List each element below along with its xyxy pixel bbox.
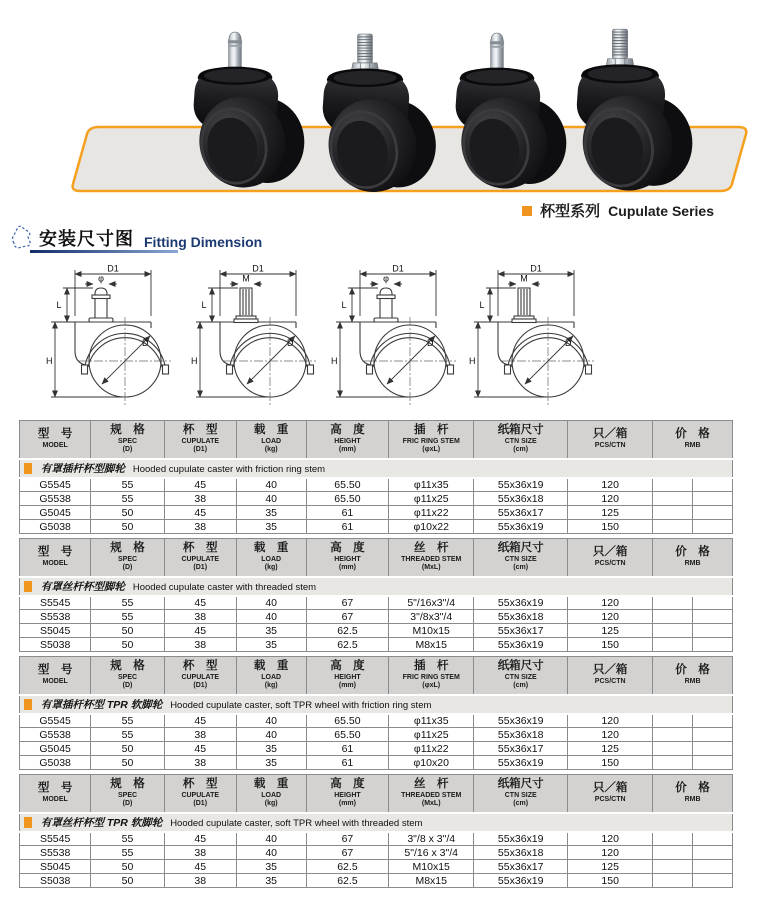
- fitting-drawings: [0, 258, 760, 422]
- spec-cell: [653, 714, 693, 728]
- spec-cell: 120: [568, 714, 653, 728]
- spec-cell: 55x36x18: [474, 492, 568, 506]
- spec-cell: [693, 874, 733, 888]
- spec-row: [20, 756, 733, 770]
- drawing-friction-1: [46, 264, 171, 408]
- spec-cell: 55: [91, 846, 164, 860]
- spec-cell: S5038: [20, 874, 91, 888]
- section-row: [20, 695, 733, 714]
- spec-cell: 150: [568, 874, 653, 888]
- spec-cell: 62.5: [306, 874, 389, 888]
- section-label-cn: 有罩丝杆杯型脚轮: [40, 580, 125, 593]
- col-header: 只／箱 PCS/CTN: [568, 775, 653, 813]
- spec-cell: 55x36x19: [474, 874, 568, 888]
- spec-cell: 45: [164, 860, 236, 874]
- spec-cell: [693, 728, 733, 742]
- fitting-dimension-heading: [8, 223, 262, 251]
- spec-cell: G5038: [20, 520, 91, 534]
- spec-table-2: [19, 538, 733, 652]
- spec-cell: 55: [91, 610, 164, 624]
- spec-cell: S5538: [20, 610, 91, 624]
- spec-cell: 150: [568, 520, 653, 534]
- spec-cell: 38: [164, 728, 236, 742]
- spec-cell: 55x36x17: [474, 506, 568, 520]
- spec-cell: 125: [568, 506, 653, 520]
- spec-cell: 50: [91, 506, 164, 520]
- spec-cell: 45: [164, 596, 236, 610]
- spec-cell: [693, 756, 733, 770]
- spec-cell: 35: [236, 638, 306, 652]
- spec-cell: 61: [306, 756, 389, 770]
- spec-cell: 40: [236, 846, 306, 860]
- svg-text:L: L: [56, 300, 62, 310]
- col-header: 价 格 RMB: [653, 421, 733, 459]
- spec-cell: φ11x35: [389, 714, 474, 728]
- drawing-friction-2: [331, 264, 456, 408]
- col-header: 只／箱 PCS/CTN: [568, 657, 653, 695]
- spec-cell: 35: [236, 506, 306, 520]
- spec-cell: [693, 638, 733, 652]
- spec-row: [20, 624, 733, 638]
- spec-cell: [653, 874, 693, 888]
- spec-row: [20, 506, 733, 520]
- section-bullet-bar-icon: [24, 699, 32, 710]
- table-header-row: [20, 539, 733, 577]
- spec-cell: 55: [91, 832, 164, 846]
- spec-cell: [693, 478, 733, 492]
- svg-text:D: D: [142, 338, 149, 348]
- section-row: [20, 813, 733, 832]
- spec-cell: 50: [91, 756, 164, 770]
- spec-cell: 35: [236, 860, 306, 874]
- spec-cell: φ10x22: [389, 520, 474, 534]
- spec-cell: G5538: [20, 728, 91, 742]
- svg-text:M: M: [242, 273, 250, 284]
- spec-cell: M8x15: [389, 874, 474, 888]
- spec-cell: [653, 478, 693, 492]
- col-header: 载 重 LOAD (kg): [236, 539, 306, 577]
- col-header: 型 号 MODEL: [20, 421, 91, 459]
- spec-cell: 62.5: [306, 860, 389, 874]
- spec-cell: 55x36x19: [474, 832, 568, 846]
- spec-cell: 3"/8 x 3"/4: [389, 832, 474, 846]
- section-label: [20, 459, 733, 478]
- spec-cell: [693, 520, 733, 534]
- section-row: [20, 577, 733, 596]
- spec-cell: 120: [568, 728, 653, 742]
- spec-cell: 40: [236, 478, 306, 492]
- spec-cell: 120: [568, 492, 653, 506]
- spec-cell: S5045: [20, 624, 91, 638]
- spec-row: [20, 638, 733, 652]
- col-header: 纸箱尺寸 CTN SIZE (cm): [474, 657, 568, 695]
- series-title: [522, 200, 714, 221]
- spec-cell: 38: [164, 638, 236, 652]
- spec-cell: 35: [236, 742, 306, 756]
- spec-cell: [693, 596, 733, 610]
- section-label: [20, 577, 733, 596]
- spec-cell: φ11x22: [389, 506, 474, 520]
- spec-cell: [653, 832, 693, 846]
- svg-text:D: D: [287, 338, 294, 348]
- spec-cell: 40: [236, 832, 306, 846]
- svg-text:D1: D1: [530, 263, 542, 274]
- svg-text:D1: D1: [107, 263, 119, 274]
- svg-text:H: H: [46, 356, 53, 366]
- spec-cell: 38: [164, 520, 236, 534]
- drawing-threaded-2: [469, 264, 594, 408]
- spec-cell: 40: [236, 596, 306, 610]
- spec-cell: 62.5: [306, 624, 389, 638]
- spec-cell: 67: [306, 846, 389, 860]
- spec-cell: φ11x22: [389, 742, 474, 756]
- spec-cell: M10x15: [389, 860, 474, 874]
- spec-cell: φ10x20: [389, 756, 474, 770]
- spec-cell: [693, 610, 733, 624]
- spec-cell: [653, 492, 693, 506]
- spec-cell: [653, 624, 693, 638]
- svg-text:M: M: [520, 273, 528, 284]
- spec-row: [20, 714, 733, 728]
- table-header-row: [20, 657, 733, 695]
- col-header: 插 杆 FRIC RING STEM (φxL): [389, 421, 474, 459]
- spec-cell: 55x36x19: [474, 714, 568, 728]
- spec-cell: 38: [164, 874, 236, 888]
- spec-cell: 40: [236, 714, 306, 728]
- spec-cell: [653, 520, 693, 534]
- fitting-heading-en: Fitting Dimension: [144, 234, 263, 250]
- spec-cell: 55x36x19: [474, 596, 568, 610]
- series-title-en: Cupulate Series: [608, 202, 714, 219]
- series-bullet-icon: [522, 206, 532, 216]
- spec-cell: [693, 860, 733, 874]
- spec-cell: G5538: [20, 492, 91, 506]
- section-label-en: Hooded cupulate caster with threaded stem: [132, 581, 317, 593]
- spec-cell: [653, 756, 693, 770]
- svg-text:L: L: [341, 300, 347, 310]
- col-header: 纸箱尺寸 CTN SIZE (cm): [474, 775, 568, 813]
- spec-cell: 120: [568, 610, 653, 624]
- col-header: 规 格 SPEC (D): [91, 657, 164, 695]
- spec-row: [20, 478, 733, 492]
- spec-cell: [653, 638, 693, 652]
- col-header: 杯 型 CUPULATE (D1): [164, 657, 236, 695]
- spec-cell: 61: [306, 742, 389, 756]
- spec-row: [20, 610, 733, 624]
- col-header: 型 号 MODEL: [20, 539, 91, 577]
- spec-cell: 45: [164, 832, 236, 846]
- spec-cell: 65.50: [306, 728, 389, 742]
- spec-cell: 150: [568, 638, 653, 652]
- spec-cell: [653, 860, 693, 874]
- col-header: 价 格 RMB: [653, 775, 733, 813]
- spec-cell: 45: [164, 714, 236, 728]
- spec-cell: 45: [164, 478, 236, 492]
- section-label-cn: 有罩丝杆杯型 TPR 软脚轮: [40, 816, 163, 829]
- section-bullet-bar-icon: [24, 581, 32, 592]
- spec-cell: [653, 846, 693, 860]
- col-header: 高 度 HEIGHT (mm): [306, 421, 389, 459]
- spec-cell: [653, 506, 693, 520]
- spec-cell: φ11x25: [389, 492, 474, 506]
- spec-cell: 55x36x18: [474, 728, 568, 742]
- svg-text:H: H: [331, 356, 338, 366]
- spec-tables: [19, 420, 733, 892]
- spec-table-3: [19, 656, 733, 770]
- spec-row: [20, 728, 733, 742]
- col-header: 只／箱 PCS/CTN: [568, 421, 653, 459]
- spec-cell: S5545: [20, 596, 91, 610]
- spec-cell: 55: [91, 478, 164, 492]
- spec-cell: 67: [306, 596, 389, 610]
- col-header: 丝 杆 THREADED STEM (MxL): [389, 539, 474, 577]
- spec-cell: 125: [568, 860, 653, 874]
- section-label-en: Hooded cupulate caster with friction ring stem: [132, 463, 326, 475]
- spec-cell: [653, 596, 693, 610]
- spec-cell: 35: [236, 874, 306, 888]
- section-label: [20, 695, 733, 714]
- col-header: 价 格 RMB: [653, 657, 733, 695]
- spec-table-4: [19, 774, 733, 888]
- spec-row: [20, 846, 733, 860]
- col-header: 杯 型 CUPULATE (D1): [164, 539, 236, 577]
- col-header: 规 格 SPEC (D): [91, 775, 164, 813]
- col-header: 高 度 HEIGHT (mm): [306, 775, 389, 813]
- spec-cell: 45: [164, 624, 236, 638]
- svg-text:L: L: [201, 300, 207, 310]
- col-header: 杯 型 CUPULATE (D1): [164, 421, 236, 459]
- spec-cell: 35: [236, 520, 306, 534]
- drawing-threaded-1: [191, 264, 316, 408]
- spec-cell: 55x36x17: [474, 742, 568, 756]
- spec-cell: 38: [164, 756, 236, 770]
- section-label-cn: 有罩插杆杯型脚轮: [40, 462, 125, 475]
- spec-cell: 55: [91, 728, 164, 742]
- fitting-dimension-icon: [8, 223, 34, 251]
- spec-cell: [653, 742, 693, 756]
- spec-cell: 61: [306, 520, 389, 534]
- spec-cell: G5545: [20, 714, 91, 728]
- spec-table-1: [19, 420, 733, 534]
- col-header: 高 度 HEIGHT (mm): [306, 539, 389, 577]
- section-bullet-bar-icon: [24, 817, 32, 828]
- spec-cell: 40: [236, 492, 306, 506]
- spec-cell: 55x36x19: [474, 478, 568, 492]
- col-header: 高 度 HEIGHT (mm): [306, 657, 389, 695]
- spec-cell: G5038: [20, 756, 91, 770]
- heading-underline: [30, 250, 178, 253]
- col-header: 载 重 LOAD (kg): [236, 775, 306, 813]
- col-header: 型 号 MODEL: [20, 657, 91, 695]
- spec-cell: S5045: [20, 860, 91, 874]
- col-header: 插 杆 FRIC RING STEM (φxL): [389, 657, 474, 695]
- spec-cell: 40: [236, 610, 306, 624]
- spec-cell: 50: [91, 860, 164, 874]
- spec-row: [20, 742, 733, 756]
- spec-cell: 67: [306, 832, 389, 846]
- spec-cell: S5538: [20, 846, 91, 860]
- spec-cell: 55x36x17: [474, 624, 568, 638]
- spec-cell: [693, 832, 733, 846]
- spec-row: [20, 832, 733, 846]
- section-label-en: Hooded cupulate caster, soft TPR wheel with friction ring stem: [170, 699, 432, 711]
- spec-cell: 38: [164, 492, 236, 506]
- spec-cell: 5"/16x3"/4: [389, 596, 474, 610]
- spec-cell: 5"/16 x 3"/4: [389, 846, 474, 860]
- spec-cell: [693, 846, 733, 860]
- col-header: 规 格 SPEC (D): [91, 539, 164, 577]
- svg-text:φ: φ: [98, 273, 104, 284]
- spec-row: [20, 492, 733, 506]
- col-header: 纸箱尺寸 CTN SIZE (cm): [474, 539, 568, 577]
- spec-cell: G5545: [20, 478, 91, 492]
- spec-cell: M8x15: [389, 638, 474, 652]
- spec-cell: M10x15: [389, 624, 474, 638]
- spec-row: [20, 596, 733, 610]
- spec-cell: G5045: [20, 742, 91, 756]
- spec-cell: 50: [91, 742, 164, 756]
- spec-cell: 35: [236, 756, 306, 770]
- spec-cell: 55x36x17: [474, 860, 568, 874]
- spec-cell: S5038: [20, 638, 91, 652]
- spec-cell: 120: [568, 596, 653, 610]
- col-header: 载 重 LOAD (kg): [236, 657, 306, 695]
- svg-text:D1: D1: [252, 263, 264, 274]
- spec-cell: [693, 492, 733, 506]
- spec-cell: 45: [164, 506, 236, 520]
- spec-cell: [693, 506, 733, 520]
- spec-cell: S5545: [20, 832, 91, 846]
- spec-cell: 38: [164, 610, 236, 624]
- section-label-cn: 有罩插杆杯型 TPR 软脚轮: [40, 698, 163, 711]
- spec-row: [20, 860, 733, 874]
- table-header-row: [20, 421, 733, 459]
- spec-cell: 50: [91, 874, 164, 888]
- spec-cell: 125: [568, 624, 653, 638]
- spec-cell: 55x36x18: [474, 610, 568, 624]
- fitting-heading-cn: 安装尺寸图: [39, 229, 134, 250]
- spec-cell: φ11x35: [389, 478, 474, 492]
- spec-cell: 55x36x19: [474, 520, 568, 534]
- spec-cell: G5045: [20, 506, 91, 520]
- spec-cell: 67: [306, 610, 389, 624]
- spec-row: [20, 874, 733, 888]
- spec-cell: 120: [568, 832, 653, 846]
- col-header: 型 号 MODEL: [20, 775, 91, 813]
- spec-cell: 62.5: [306, 638, 389, 652]
- svg-text:φ: φ: [383, 273, 389, 284]
- hero-banner: [0, 0, 760, 200]
- section-label: [20, 813, 733, 832]
- table-header-row: [20, 775, 733, 813]
- svg-text:D: D: [565, 338, 572, 348]
- spec-cell: 55x36x19: [474, 638, 568, 652]
- svg-text:H: H: [469, 356, 476, 366]
- spec-cell: 65.50: [306, 714, 389, 728]
- spec-cell: 45: [164, 742, 236, 756]
- spec-cell: [653, 610, 693, 624]
- col-header: 规 格 SPEC (D): [91, 421, 164, 459]
- series-title-cn: 杯型系列: [540, 203, 601, 220]
- spec-cell: [693, 714, 733, 728]
- spec-cell: [693, 742, 733, 756]
- spec-cell: 55x36x19: [474, 756, 568, 770]
- svg-text:L: L: [479, 300, 485, 310]
- col-header: 杯 型 CUPULATE (D1): [164, 775, 236, 813]
- spec-cell: 65.50: [306, 478, 389, 492]
- spec-cell: 120: [568, 478, 653, 492]
- svg-text:D1: D1: [392, 263, 404, 274]
- spec-cell: 55x36x18: [474, 846, 568, 860]
- spec-row: [20, 520, 733, 534]
- spec-cell: 40: [236, 728, 306, 742]
- spec-cell: 55: [91, 714, 164, 728]
- spec-cell: 61: [306, 506, 389, 520]
- spec-cell: 55: [91, 596, 164, 610]
- spec-cell: 3"/8x3"/4: [389, 610, 474, 624]
- spec-cell: 125: [568, 742, 653, 756]
- col-header: 只／箱 PCS/CTN: [568, 539, 653, 577]
- spec-cell: 35: [236, 624, 306, 638]
- spec-cell: 38: [164, 846, 236, 860]
- spec-cell: φ11x25: [389, 728, 474, 742]
- section-label-en: Hooded cupulate caster, soft TPR wheel with threaded stem: [170, 817, 423, 829]
- svg-text:H: H: [191, 356, 198, 366]
- spec-cell: 150: [568, 756, 653, 770]
- col-header: 纸箱尺寸 CTN SIZE (cm): [474, 421, 568, 459]
- spec-cell: 50: [91, 638, 164, 652]
- section-bullet-bar-icon: [24, 463, 32, 474]
- col-header: 载 重 LOAD (kg): [236, 421, 306, 459]
- section-row: [20, 459, 733, 478]
- spec-cell: 55: [91, 492, 164, 506]
- spec-cell: 65.50: [306, 492, 389, 506]
- col-header: 丝 杆 THREADED STEM (MxL): [389, 775, 474, 813]
- spec-cell: 50: [91, 520, 164, 534]
- spec-cell: 50: [91, 624, 164, 638]
- col-header: 价 格 RMB: [653, 539, 733, 577]
- spec-cell: [653, 728, 693, 742]
- spec-cell: [693, 624, 733, 638]
- svg-text:D: D: [427, 338, 434, 348]
- spec-cell: 120: [568, 846, 653, 860]
